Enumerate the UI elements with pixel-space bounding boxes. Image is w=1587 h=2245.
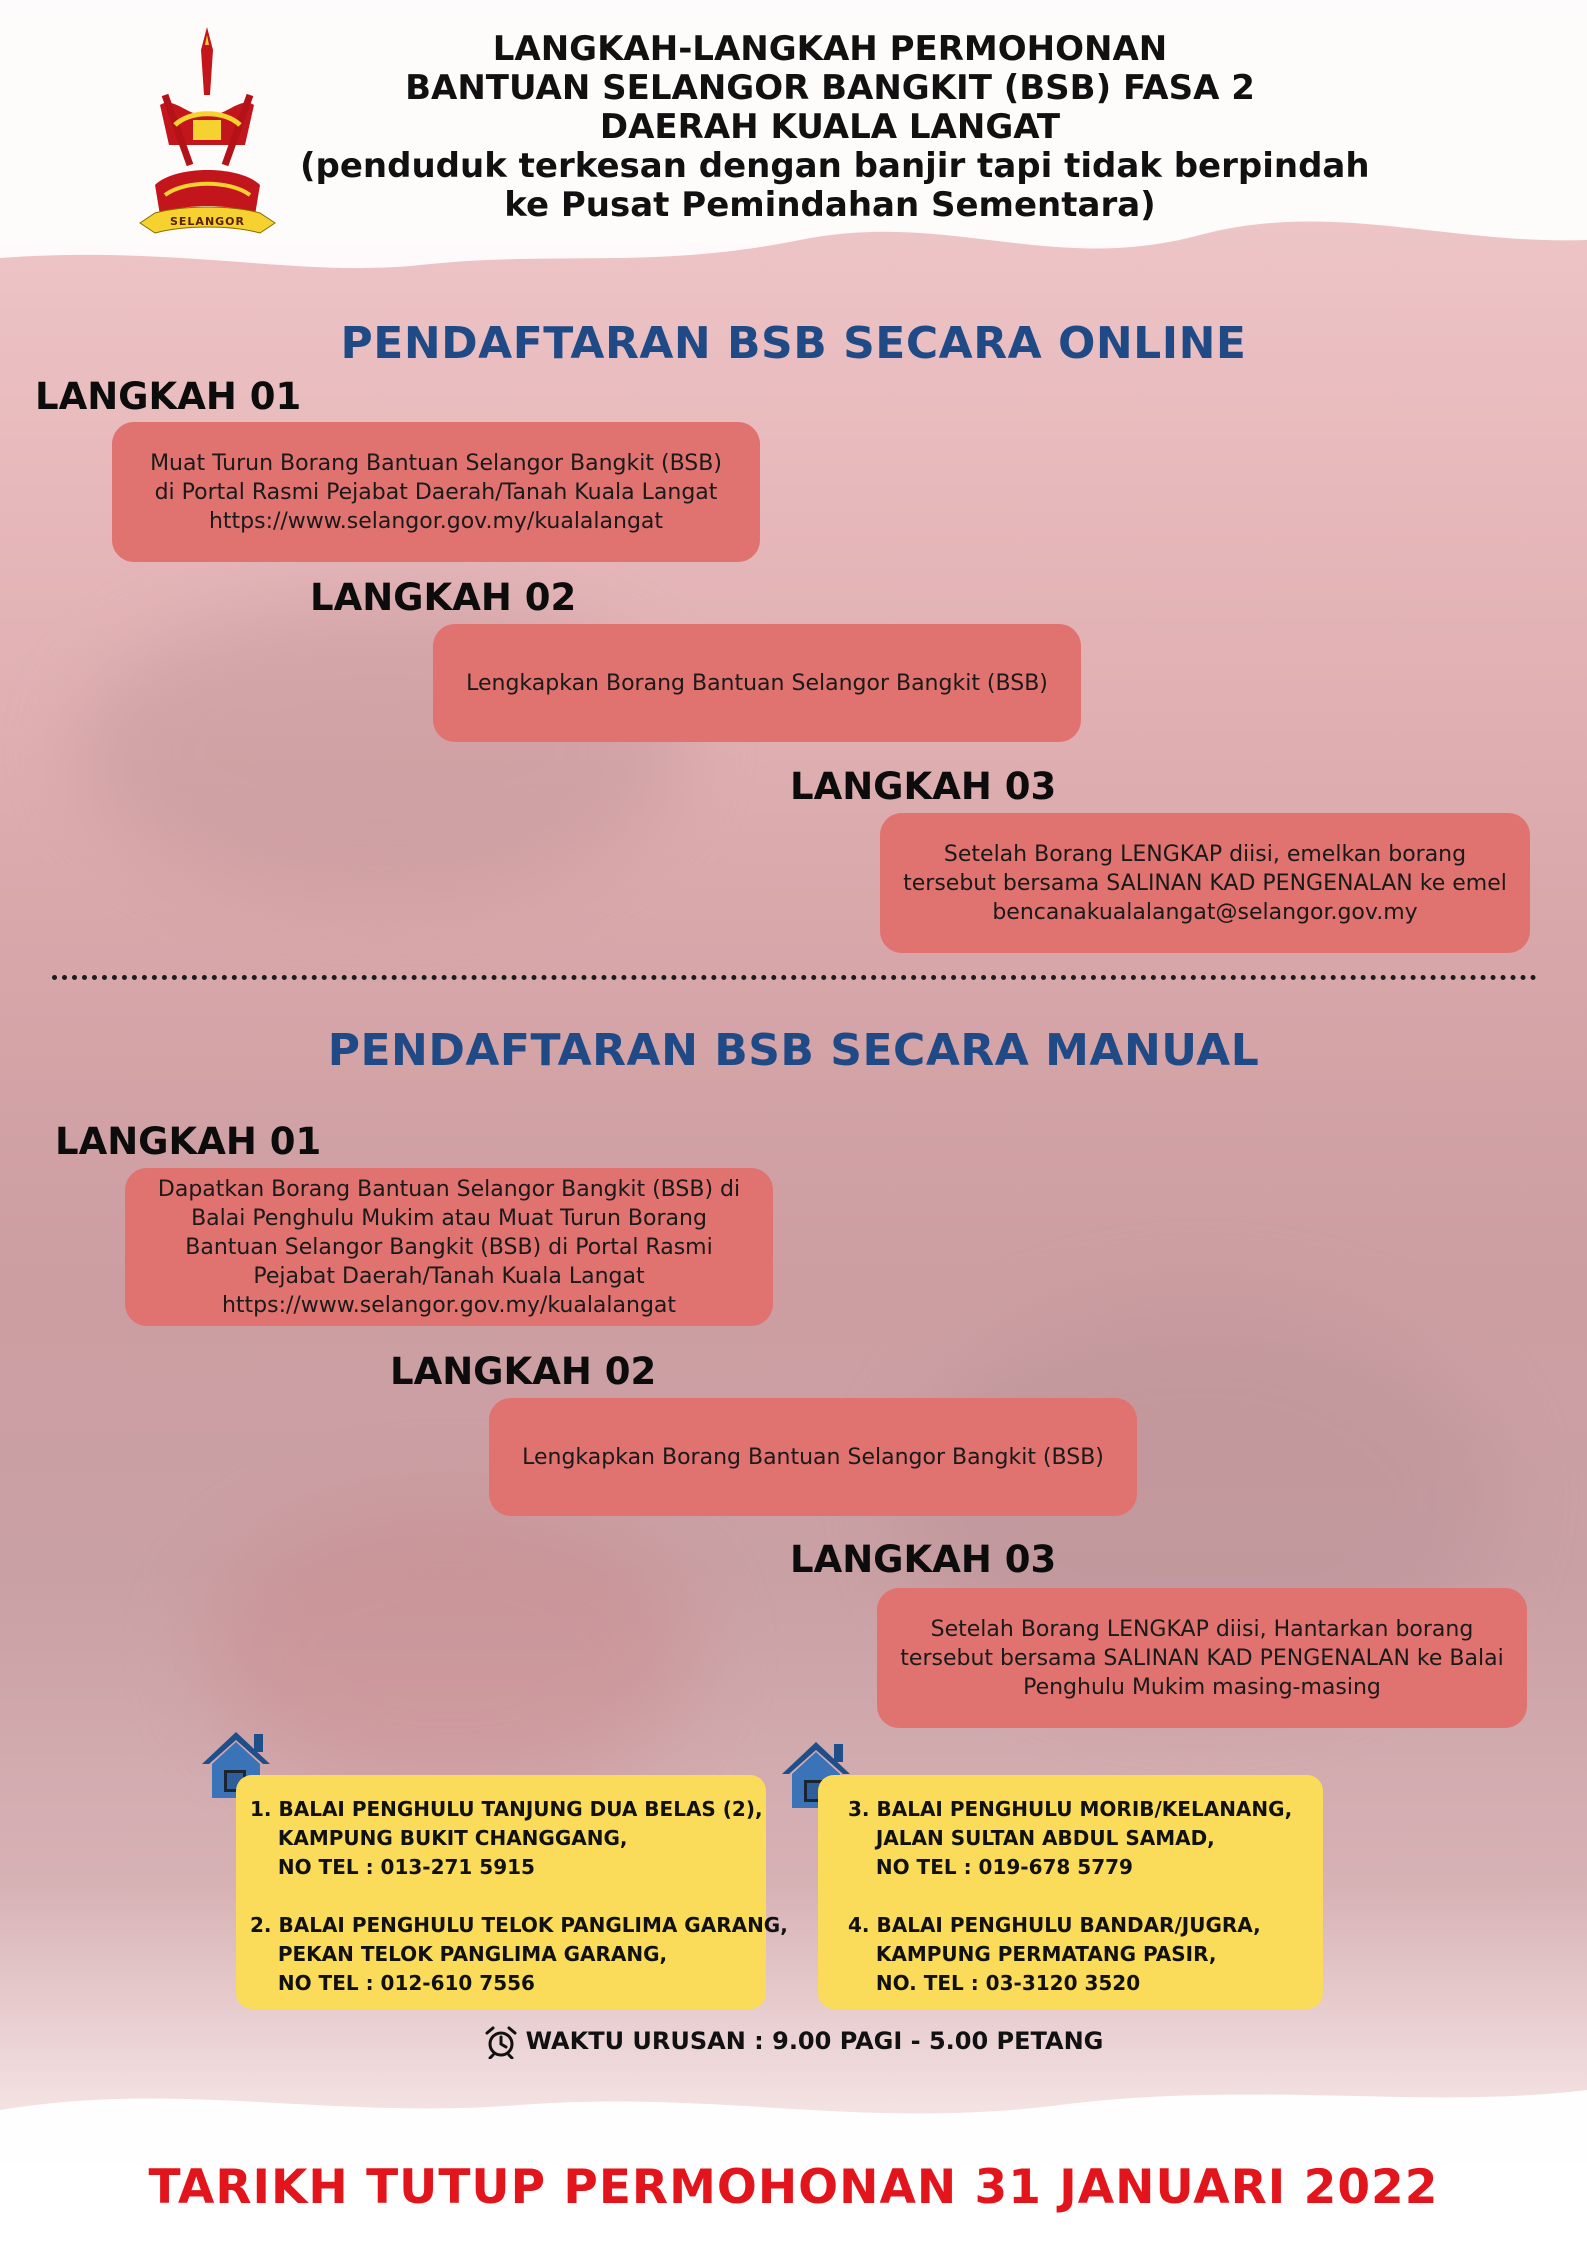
crest-label: SELANGOR	[169, 215, 245, 228]
manual-step-3-label: LANGKAH 03	[790, 1538, 1057, 1581]
online-step-1-text: Muat Turun Borang Bantuan Selangor Bangkit (BSB) di Portal Rasmi Pejabat Daerah/Tanah Kuala Langat https://www.selangor.gov.my/kualalangat	[150, 450, 722, 534]
balai-line: 3. BALAI PENGHULU MORIB/KELANANG,	[848, 1797, 1293, 1821]
online-step-3-label: LANGKAH 03	[790, 765, 1057, 808]
balai-line: KAMPUNG PERMATANG PASIR,	[848, 1942, 1217, 1966]
title-line-2: BANTUAN SELANGOR BANGKIT (BSB) FASA 2	[405, 68, 1255, 108]
bottom-wave	[0, 2050, 1587, 2245]
online-step-2-box	[433, 624, 1081, 742]
title-line-4: (penduduk terkesan dengan banjir tapi tidak berpindah	[300, 146, 1370, 186]
page-title	[300, 29, 1370, 225]
manual-step-2-box	[489, 1398, 1137, 1516]
balai-line: NO. TEL : 03-3120 3520	[848, 1971, 1141, 1995]
balai-line: PEKAN TELOK PANGLIMA GARANG,	[250, 1942, 668, 1966]
balai-line: JALAN SULTAN ABDUL SAMAD,	[848, 1826, 1215, 1850]
manual-step-1-text: Dapatkan Borang Bantuan Selangor Bangkit (BSB) di Balai Penghulu Mukim atau Muat Turun Borang Bantuan Selangor Bangkit (BSB) di Portal Rasmi Pejabat Daerah/Tanah Kuala Langat https://www.selangor.gov.my/kualalangat	[157, 1176, 741, 1318]
online-step-2-label: LANGKAH 02	[310, 576, 577, 619]
balai-info-box-1	[236, 1775, 788, 2009]
selangor-crest	[135, 25, 280, 235]
selangor-crest-icon	[135, 25, 280, 235]
manual-step-3-text: Setelah Borang LENGKAP diisi, Hantarkan borang tersebut bersama SALINAN KAD PENGENALAN ke Balai Penghulu Mukim masing-masing	[900, 1616, 1504, 1700]
online-step-2-text: Lengkapkan Borang Bantuan Selangor Bangkit (BSB)	[466, 670, 1048, 696]
manual-step-2-label: LANGKAH 02	[390, 1350, 657, 1393]
online-step-3-box	[880, 813, 1530, 953]
title-line-3: DAERAH KUALA LANGAT	[599, 107, 1061, 147]
manual-step-1-box	[125, 1168, 773, 1326]
waktu-urusan	[0, 2025, 1587, 2059]
alarm-clock-icon	[484, 2025, 518, 2059]
online-step-1-box	[112, 422, 760, 562]
deadline-text: TARIKH TUTUP PERMOHONAN 31 JANUARI 2022	[148, 2160, 1439, 2215]
background-haze	[200, 1500, 700, 1800]
manual-step-1-label: LANGKAH 01	[55, 1120, 322, 1163]
balai-line: 4. BALAI PENGHULU BANDAR/JUGRA,	[848, 1913, 1261, 1937]
online-step-1-label: LANGKAH 01	[35, 375, 302, 418]
waktu-text: WAKTU URUSAN : 9.00 PAGI - 5.00 PETANG	[525, 2027, 1104, 2055]
title-line-1: LANGKAH-LANGKAH PERMOHONAN	[492, 29, 1168, 69]
balai-line: NO TEL : 012-610 7556	[250, 1971, 535, 1995]
balai-info-box-2	[818, 1775, 1323, 2009]
balai-line: 2. BALAI PENGHULU TELOK PANGLIMA GARANG,	[250, 1913, 788, 1937]
section-divider	[52, 975, 1537, 980]
balai-line: NO TEL : 019-678 5779	[848, 1855, 1133, 1879]
balai-line: 1. BALAI PENGHULU TANJUNG DUA BELAS (2),	[250, 1797, 763, 1821]
manual-step-3-box	[877, 1588, 1527, 1728]
balai-line	[250, 1882, 752, 1911]
balai-line	[848, 1882, 1309, 1911]
online-step-3-text: Setelah Borang LENGKAP diisi, emelkan borang tersebut bersama SALINAN KAD PENGENALAN ke emel bencanakualalangat@selangor.gov.my	[903, 841, 1507, 925]
online-section-heading: PENDAFTARAN BSB SECARA ONLINE	[340, 318, 1247, 369]
balai-line: NO TEL : 013-271 5915	[250, 1855, 535, 1879]
manual-step-2-text: Lengkapkan Borang Bantuan Selangor Bangkit (BSB)	[522, 1444, 1104, 1470]
balai-line: KAMPUNG BUKIT CHANGGANG,	[250, 1826, 628, 1850]
manual-section-heading: PENDAFTARAN BSB SECARA MANUAL	[327, 1025, 1260, 1076]
title-line-5: ke Pusat Pemindahan Sementara)	[504, 185, 1156, 225]
